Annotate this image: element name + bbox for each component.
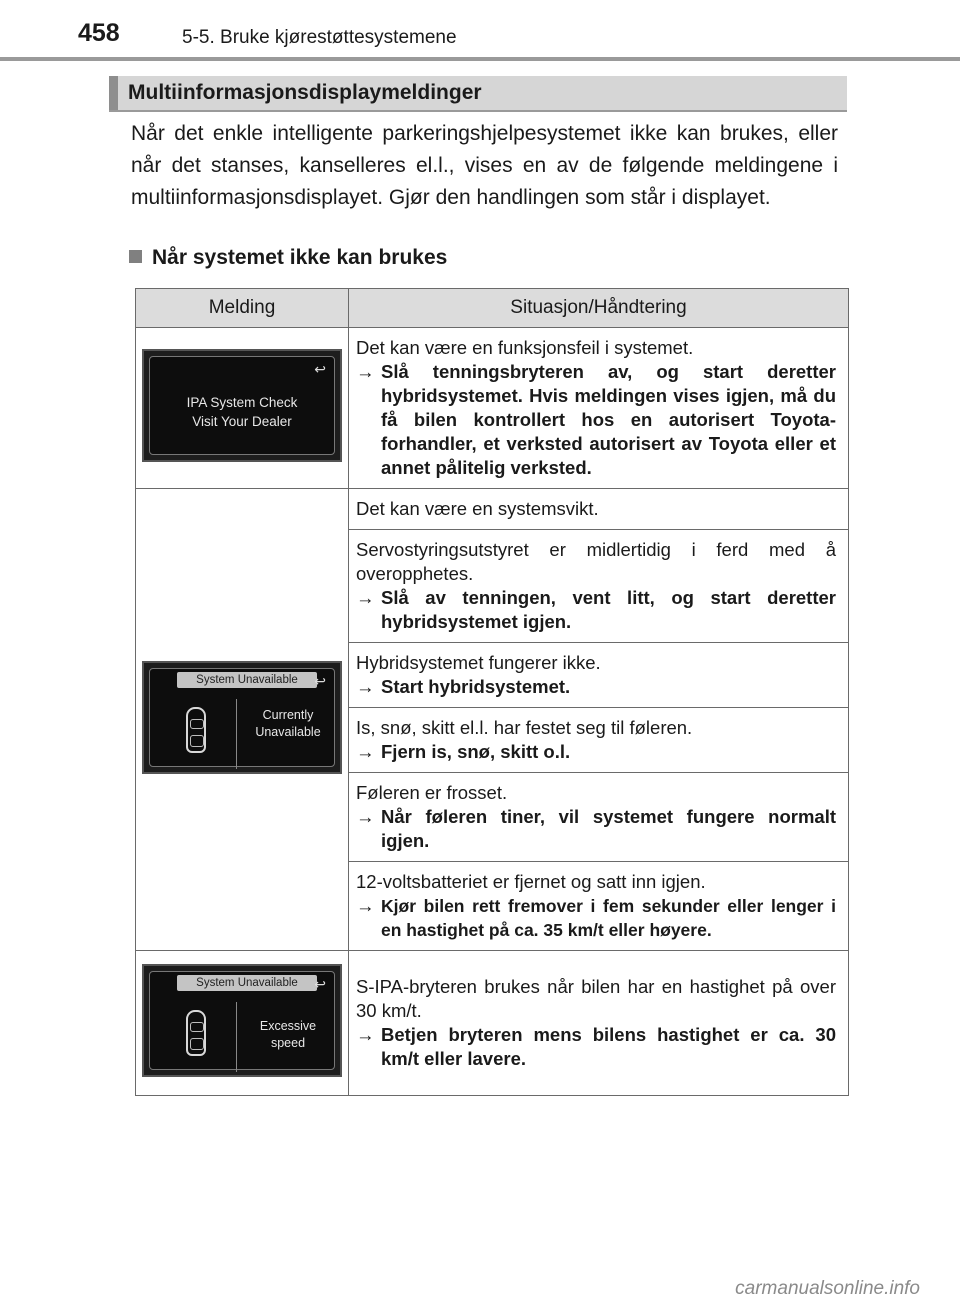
- watermark-link[interactable]: carmanualsonline.info: [735, 1278, 920, 1299]
- display-screen-excessive-speed: [142, 964, 342, 1077]
- situation-cell: [349, 708, 849, 773]
- situation-cell: [349, 489, 849, 530]
- section-accent: [109, 76, 118, 110]
- status-tag: System Unavailable: [177, 672, 317, 688]
- action-text: Slå tenningsbryteren av, og start deretter hybridsystemet. Hvis meldingen vises igjen, må du få bilen kontrollert hos en autorisert Toyota-forhandler, et verksted autorisert av Toyota eller et annet pålitelig verksted.: [381, 361, 836, 478]
- header-message: Melding: [136, 289, 349, 328]
- action-text: Start hybridsystemet.: [381, 676, 571, 697]
- screen-line: Excessive speed: [259, 1019, 317, 1050]
- situation-cell: [349, 951, 849, 1096]
- back-icon: ↩: [314, 361, 326, 377]
- page-number: 458: [78, 19, 120, 47]
- status-tag: System Unavailable: [177, 975, 317, 991]
- messages-table: [135, 288, 849, 1096]
- screen-line: Currently: [262, 707, 314, 722]
- arrow-icon: →: [356, 806, 375, 827]
- message-image-cell: [136, 489, 349, 951]
- subheading: [129, 246, 447, 270]
- car-icon: [186, 707, 206, 753]
- action-text: Kjør bilen rett fremover i fem sekunder eller lenger i en hastighet på ca. 35 km/t eller høyere.: [381, 896, 836, 940]
- car-icon: [186, 1010, 206, 1056]
- header-rule: [0, 57, 960, 61]
- situation-cell: [349, 328, 849, 489]
- screen-line: IPA System Check: [186, 395, 298, 410]
- situation-text: Hybridsystemet fungerer ikke.: [356, 652, 601, 673]
- arrow-icon: →: [356, 587, 375, 608]
- screen-line: Unavailable: [255, 724, 321, 739]
- section-heading-bar: [109, 76, 847, 112]
- arrow-icon: →: [356, 361, 375, 382]
- situation-text: Føleren er frosset.: [356, 782, 508, 803]
- situation-text: 12-voltsbatteriet er fjernet og satt inn igjen.: [356, 871, 706, 892]
- situation-text: Det kan være en systemsvikt.: [356, 498, 599, 519]
- action-text: Betjen bryteren mens bilens hastighet er ca. 30 km/t eller lavere.: [381, 1024, 836, 1069]
- action-text: Når føleren tiner, vil systemet fungere normalt igjen.: [381, 806, 836, 851]
- header-situation: Situasjon/Håndtering: [349, 289, 849, 328]
- situation-text: Servostyringsutstyret er midlertidig i ferd med å overopphetes.: [356, 539, 836, 584]
- action-text: Fjern is, snø, skitt o.l.: [381, 741, 571, 762]
- arrow-icon: →: [356, 741, 375, 762]
- arrow-icon: →: [356, 1024, 375, 1045]
- display-screen-system-check: [142, 349, 342, 462]
- display-screen-unavailable: [142, 661, 342, 774]
- table-row: [136, 951, 849, 1096]
- chapter-title: 5-5. Bruke kjørestøttesystemene: [182, 27, 457, 48]
- action-text: Slå av tenningen, vent litt, og start deretter hybridsystemet igjen.: [381, 587, 836, 632]
- intro-paragraph: Når det enkle intelligente parkeringshjelpesystemet ikke kan brukes, eller når det stanses, kanselleres el.l., vises en av de følgende meldingene i multiinformasjonsdisplayet. Gjør den handlingen som står i displayet.: [131, 122, 838, 209]
- table-row: [136, 489, 849, 530]
- situation-text: Is, snø, skitt el.l. har festet seg til føleren.: [356, 717, 693, 738]
- message-image-cell: [136, 951, 349, 1096]
- message-image-cell: [136, 328, 349, 489]
- arrow-icon: →: [356, 676, 375, 697]
- screen-line: Visit Your Dealer: [192, 414, 292, 429]
- table-row: [136, 328, 849, 489]
- situation-cell: [349, 643, 849, 708]
- situation-cell: [349, 862, 849, 951]
- table-header-row: [136, 289, 849, 328]
- subheading-text: Når systemet ikke kan brukes: [152, 246, 448, 269]
- arrow-icon: →: [356, 895, 375, 916]
- situation-cell: [349, 773, 849, 862]
- situation-text: Det kan være en funksjonsfeil i systemet.: [356, 337, 694, 358]
- bullet-square-icon: [129, 250, 142, 263]
- section-title: Multiinformasjonsdisplaymeldinger: [128, 81, 482, 104]
- back-icon: ↩: [314, 672, 326, 689]
- back-icon: ↩: [314, 976, 326, 992]
- situation-cell: [349, 530, 849, 643]
- situation-text: S-IPA-bryteren brukes når bilen har en hastighet på over 30 km/t.: [356, 976, 836, 1021]
